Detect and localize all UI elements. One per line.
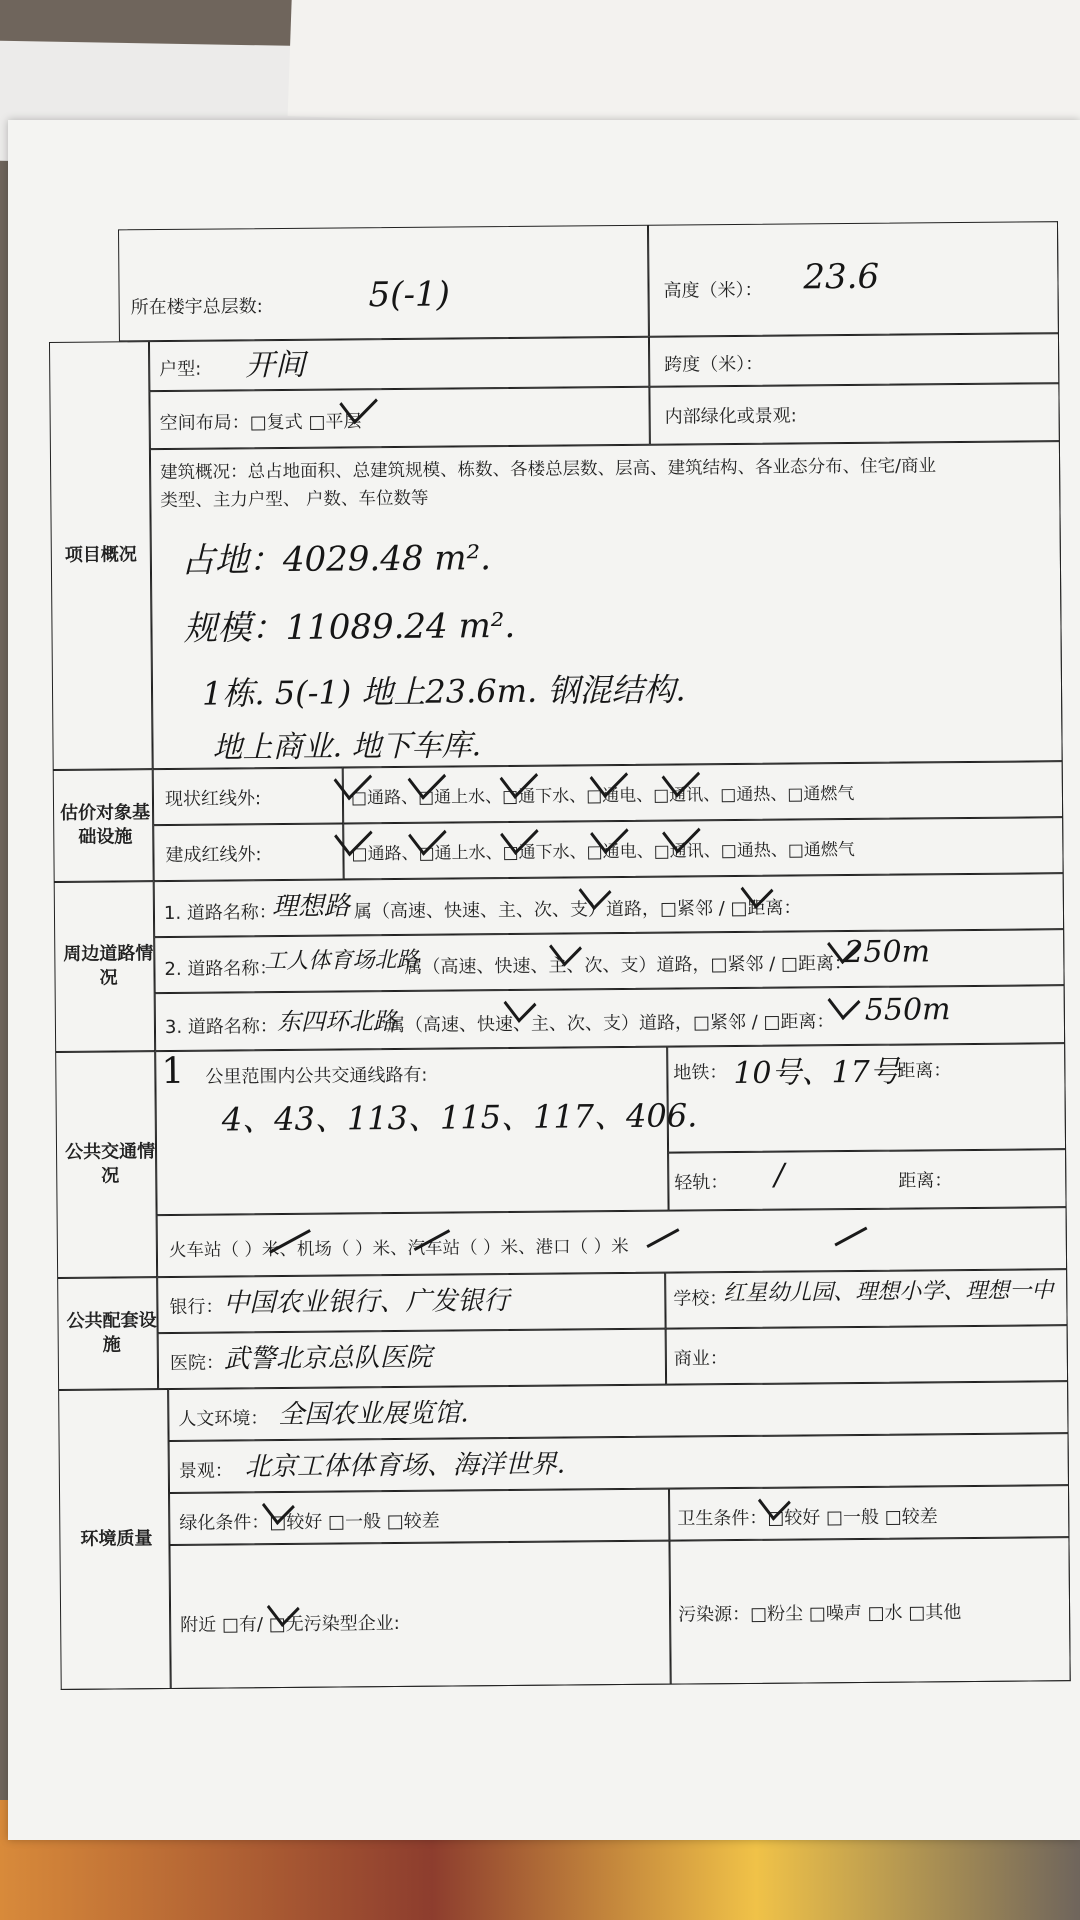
unit-type-label: 户型: <box>159 358 202 381</box>
facilities-section-title: 公共配套设施 <box>66 1309 157 1356</box>
layout-label: 空间布局：□复式 □平层 <box>159 411 362 435</box>
road-3-name: 东四环北路 <box>276 1006 398 1037</box>
bus-prefix: 1 <box>161 1050 185 1093</box>
subway-distance-label: 距离： <box>897 1060 952 1082</box>
stations-text: 火车站（ ）米、机场（ ）米、汽车站（ ）米、港口（ ）米 <box>168 1236 629 1261</box>
environment-section-title: 环境质量 <box>80 1527 153 1550</box>
floors-value: 5(-1) <box>368 274 451 316</box>
floors-label: 所在楼宇总层数: <box>130 296 263 319</box>
survey-form <box>48 221 1071 1690</box>
road-1-name: 理想路 <box>271 891 351 923</box>
span-label: 跨度（米）： <box>664 353 764 376</box>
infrastructure-section-title: 估价对象基础设施 <box>59 801 151 848</box>
transit-section-title: 公共交通情况 <box>64 1140 156 1187</box>
subway-label: 地铁： <box>673 1062 728 1084</box>
school-value: 红星幼儿园、理想小学、理想一中 <box>723 1278 1054 1307</box>
current-redline-items: □通路、□通上水、□通下水、□通电、□通讯、□通热、□通燃气 <box>350 783 855 809</box>
overview-building-info: 1栋. 5(-1) 地上23.6m. 钢混结构. <box>201 670 686 713</box>
bus-label: 公里范围内公共交通线路有: <box>205 1064 428 1088</box>
light-rail-value: / <box>774 1157 785 1193</box>
road-1-label: 1. 道路名称： <box>163 902 277 925</box>
road-1-text: 属（高速、快速、主、次、支）道路，□紧邻 / □距离： <box>353 897 802 923</box>
project-section-title: 项目概况 <box>64 544 137 566</box>
school-label: 学校： <box>673 1288 728 1310</box>
pollution-source-options: 污染源：□粉尘 □噪声 □水 □其他 <box>678 1602 962 1626</box>
nearby-pollution-enterprise: 附近 □有/ □无污染型企业: <box>180 1612 400 1636</box>
unit-type-cell <box>149 337 649 391</box>
greening-label: 内部绿化或景观: <box>664 405 797 428</box>
bank-value: 中国农业银行、广发银行 <box>223 1286 510 1319</box>
height-label: 高度（米）： <box>663 279 763 302</box>
light-rail-distance-label: 距离： <box>898 1170 953 1192</box>
road-3-label: 3. 道路名称： <box>164 1016 278 1039</box>
unit-type-value: 开间 <box>245 347 306 384</box>
scenery-value: 北京工体体育场、海洋世界. <box>244 1449 566 1483</box>
road-2-distance: 250m <box>844 934 931 971</box>
height-value: 23.6 <box>803 256 880 298</box>
culture-value: 全国农业展览馆. <box>278 1398 469 1431</box>
road-2-text: 属（高速、快速、主、次、支）道路，□紧邻 / □距离： <box>404 953 853 978</box>
scenery-label: 景观： <box>178 1460 233 1482</box>
overview-label-line1: 建筑概况：总占地面积、总建筑规模、栋数、各楼总层数、层高、建筑结构、各业态分布、住宅/商业 <box>160 456 937 484</box>
roads-section-title: 周边道路情况 <box>63 942 154 989</box>
bank-label: 银行： <box>169 1296 224 1318</box>
overview-label-line2: 类型、主力户型、 户数、车位数等 <box>160 488 429 512</box>
subway-value: 10号、17号 <box>733 1054 900 1092</box>
sanitation-options: 卫生条件：□较好 □一般 □较差 <box>677 1506 938 1530</box>
overview-building-scale: 规模：11089.24 m². <box>183 605 516 649</box>
road-2-name: 工人体育场北路 <box>264 947 419 975</box>
overview-land-area: 占地：4029.48 m². <box>180 538 492 581</box>
built-redline-label: 建成红线外: <box>165 844 262 866</box>
road-3-distance: 550m <box>864 992 951 1028</box>
light-rail-label: 轻轨： <box>674 1172 729 1194</box>
current-redline-label: 现状红线外: <box>164 788 262 811</box>
bus-lines: 4、43、113、115、117、406. <box>221 1096 698 1139</box>
hospital-value: 武警北京总队医院 <box>223 1342 433 1375</box>
greening-condition-options: 绿化条件：□较好 □一般 □较差 <box>179 1510 440 1534</box>
culture-label: 人文环境： <box>178 1408 269 1430</box>
survey-form-paper <box>8 120 1080 1840</box>
overview-usage: 地上商业. 地下车库. <box>212 728 482 766</box>
road-3-text: 属（高速、快速、主、次、支）道路，□紧邻 / □距离： <box>386 1011 835 1037</box>
hospital-label: 医院： <box>169 1352 224 1374</box>
built-redline-items: □通路、□通上水、□通下水、□通电、□通讯、□通热、□通燃气 <box>351 839 855 865</box>
road-2-label: 2. 道路名称： <box>164 958 278 981</box>
commerce-label: 商业： <box>673 1348 728 1370</box>
